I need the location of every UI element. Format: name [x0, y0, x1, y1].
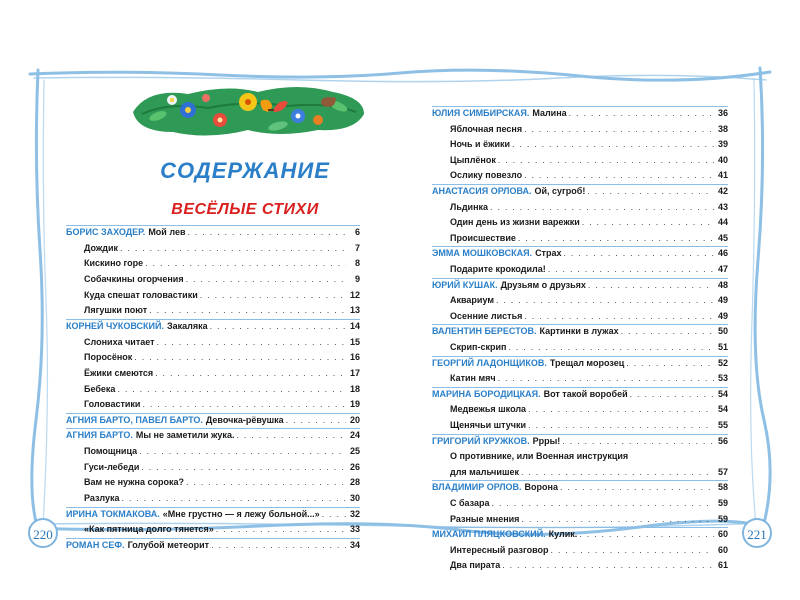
toc-title: Ой, сугроб!: [534, 186, 586, 196]
toc-leader-dots: [569, 108, 714, 118]
toc-leader-dots: [186, 477, 346, 487]
toc-entry: [450, 560, 728, 574]
toc-separator: [432, 434, 728, 435]
toc-author: МАРИНА БОРОДИЦКАЯ.: [432, 388, 541, 399]
toc-leader-dots: [187, 227, 346, 237]
toc-title: Вам не нужна сорока?: [84, 477, 184, 488]
toc-leader-dots: [142, 399, 346, 409]
toc-page-number: 58: [717, 482, 728, 493]
toc-entry: [84, 462, 360, 476]
toc-title: Друзьям о друзьях: [500, 279, 586, 290]
toc-page-number: 9: [354, 273, 360, 284]
toc-leader-dots: [186, 274, 346, 284]
toc-entry: [66, 227, 360, 241]
toc-author: БОРИС ЗАХОДЕР.: [66, 227, 146, 237]
toc-entry: [66, 415, 360, 429]
toc-page-number: 54: [717, 404, 728, 415]
toc-title: Ослику повезло: [450, 170, 523, 181]
toc-title: Мы не заметили жука.: [135, 430, 235, 441]
toc-entry: [432, 280, 728, 294]
toc-title: Аквариум: [450, 295, 494, 306]
toc-leader-dots: [508, 342, 714, 352]
toc-author: ГЕОРГИЙ ЛАДОНЩИКОВ.: [432, 357, 547, 368]
toc-page-number: 49: [717, 310, 728, 321]
toc-leader-dots: [216, 524, 346, 534]
toc-leader-dots: [587, 186, 714, 196]
toc-entry: [450, 467, 728, 481]
toc-separator: [432, 324, 728, 325]
toc-entry: [432, 389, 728, 403]
toc-entry: [84, 493, 360, 507]
toc-page-number: 38: [717, 123, 728, 134]
toc-title: Один день из жизни варежки: [450, 217, 580, 228]
toc-title: Медвежья школа: [450, 404, 527, 415]
toc-leader-dots: [528, 420, 714, 430]
toc-entry: [450, 451, 728, 465]
toc-page-number: 61: [717, 560, 728, 571]
toc-entry: [432, 108, 728, 122]
toc-page-number: 46: [717, 248, 728, 259]
toc-leader-dots: [548, 264, 714, 274]
toc-author: АГНИЯ БАРТО.: [66, 430, 133, 441]
toc-leader-dots: [528, 404, 714, 414]
toc-title: Ворона: [524, 482, 558, 493]
toc-author: ГРИГОРИЙ КРУЖКОВ.: [432, 435, 530, 446]
toc-leader-dots: [524, 170, 714, 180]
toc-title: Кулик.: [548, 529, 578, 540]
toc-page-number: 13: [349, 305, 360, 316]
toc-entry: [84, 258, 360, 272]
toc-page-number: 51: [717, 342, 728, 352]
toc-title: Льдинка: [450, 201, 489, 212]
toc-title: Цыплёнок: [450, 154, 496, 165]
toc-entry: [84, 352, 360, 366]
toc-entry: [84, 305, 360, 319]
toc-title: Закаляка: [166, 320, 208, 331]
toc-entry: [84, 368, 360, 382]
toc-separator: [432, 184, 728, 185]
toc-leader-dots: [157, 337, 346, 347]
toc-separator: [432, 387, 728, 388]
toc-entry: [450, 514, 728, 528]
toc-leader-dots: [141, 462, 346, 472]
toc-page-number: 30: [349, 493, 360, 504]
page-title: СОДЕРЖАНИЕ: [160, 158, 330, 183]
toc-title: Собачкины огорчения: [84, 273, 184, 284]
toc-title: «Мне грустно — я лежу больной...»: [162, 508, 320, 519]
toc-title: Голубой метеорит: [127, 540, 210, 550]
toc-entry: [450, 295, 728, 309]
toc-author: КОРНЕЙ ЧУКОВСКИЙ.: [66, 320, 164, 331]
toc-entry: [432, 529, 728, 543]
toc-entry: [450, 498, 728, 512]
toc-leader-dots: [134, 352, 346, 362]
toc-page-number: 60: [717, 529, 728, 540]
toc-entry: [84, 243, 360, 257]
toc-entry: [450, 311, 728, 325]
toc-page-number: 32: [349, 508, 360, 519]
toc-leader-dots: [524, 124, 714, 134]
toc-page-number: 59: [717, 498, 728, 508]
toc-separator: [432, 278, 728, 279]
toc-author: ЭММА МОШКОВСКАЯ.: [432, 248, 533, 259]
toc-leader-dots: [496, 295, 714, 305]
toc-title: Лягушки поют: [84, 305, 148, 316]
toc-leader-dots: [560, 482, 714, 492]
toc-page-number: 39: [717, 139, 728, 150]
toc-page-number: 19: [349, 399, 360, 410]
toc-leader-dots: [582, 217, 714, 227]
toc-leader-dots: [521, 467, 714, 477]
toc-separator: [66, 538, 360, 539]
toc-author: ЮЛИЯ СИМБИРСКАЯ.: [432, 108, 530, 118]
toc-leader-dots: [211, 540, 346, 550]
toc-title: Ночь и ёжики: [450, 139, 511, 150]
toc-author: ЮРИЙ КУШАК.: [432, 279, 498, 290]
toc-entry: [450, 139, 728, 153]
toc-leader-dots: [322, 509, 346, 519]
toc-page-number: 54: [717, 388, 728, 399]
floral-ornament-illustration: [128, 80, 368, 140]
toc-leader-dots: [626, 358, 714, 368]
toc-page-number: 25: [349, 446, 360, 457]
toc-page-number: 16: [349, 352, 360, 363]
toc-entry: [450, 155, 728, 169]
toc-title: Ррры!: [532, 435, 561, 446]
toc-page-number: 50: [717, 326, 728, 337]
toc-entry: [450, 404, 728, 418]
toc-entry: [450, 202, 728, 216]
toc-entry: [432, 358, 728, 372]
toc-title: Катин мяч: [450, 373, 496, 384]
toc-entry: [84, 524, 360, 538]
toc-entry: [432, 436, 728, 450]
toc-separator: [432, 106, 728, 107]
toc-leader-dots: [621, 326, 714, 336]
toc-author: МИХАИЛ ПЛЯЦКОВСКИЙ.: [432, 529, 546, 540]
toc-page-number: 33: [349, 524, 360, 535]
toc-page-number: 56: [717, 435, 728, 446]
toc-leader-dots: [117, 384, 346, 394]
toc-page-number: 24: [349, 430, 360, 441]
toc-leader-dots: [139, 446, 346, 456]
toc-page-number: 52: [717, 357, 728, 368]
toc-title: Разные мнения: [450, 513, 520, 524]
toc-title: Кискино горе: [84, 258, 144, 269]
toc-page-number: 8: [354, 258, 360, 269]
toc-title: Поросёнок: [84, 352, 133, 363]
toc-title: Бебека: [84, 383, 116, 394]
toc-entry: [66, 509, 360, 523]
toc-title: Два пирата: [450, 560, 501, 571]
toc-title: Страх: [535, 248, 562, 259]
toc-title: Щенячьи штучки: [450, 420, 527, 430]
section-title: ВЕСЁЛЫЕ СТИХИ: [171, 201, 319, 218]
toc-page-number: 17: [349, 367, 360, 378]
toc-title: Помощница: [84, 446, 138, 457]
toc-title: Малина: [532, 108, 567, 118]
toc-page-number: 60: [717, 544, 728, 555]
toc-leader-dots: [155, 368, 346, 378]
toc-leader-dots: [563, 248, 714, 258]
toc-leader-dots: [200, 290, 346, 300]
toc-entry: [450, 217, 728, 231]
toc-entry: [66, 540, 360, 554]
toc-entry: [432, 482, 728, 496]
toc-page-number: 12: [349, 289, 360, 300]
toc-entry: [84, 274, 360, 288]
toc-separator: [432, 356, 728, 357]
toc-title: Трещал морозец: [549, 357, 625, 368]
toc-page-number: 57: [717, 466, 728, 477]
toc-page-number: 45: [717, 232, 728, 243]
toc-title: Дождик: [84, 242, 119, 253]
toc-separator: [432, 480, 728, 481]
toc-page-number: 41: [717, 170, 728, 181]
toc-entry: [432, 248, 728, 262]
toc-leader-dots: [121, 493, 346, 503]
toc-leader-dots: [521, 514, 714, 524]
toc-entry: [66, 321, 360, 335]
toc-title: Картинки в лужах: [539, 326, 619, 337]
toc-entry: [66, 430, 360, 444]
toc-entry: [450, 342, 728, 356]
toc-entry: [450, 545, 728, 559]
toc-page-number: 28: [349, 477, 360, 488]
toc-title: Происшествие: [450, 232, 516, 243]
toc-page-number: 40: [717, 154, 728, 165]
toc-entry: [450, 124, 728, 138]
toc-entry: [84, 337, 360, 351]
toc-leader-dots: [490, 202, 714, 212]
toc-leader-dots: [498, 155, 714, 165]
toc-title: Разлука: [84, 493, 120, 504]
toc-entry: [450, 233, 728, 247]
toc-title: Скрип-скрип: [450, 342, 507, 352]
toc-separator: [66, 428, 360, 429]
toc-separator: [432, 246, 728, 247]
toc-page-number: 42: [717, 186, 728, 196]
toc-title: Ёжики смеются: [84, 367, 154, 378]
toc-title: Яблочная песня: [450, 123, 523, 134]
toc-leader-dots: [498, 373, 714, 383]
toc-page-number: 7: [354, 242, 360, 253]
toc-leader-dots: [210, 321, 346, 331]
toc-title: О противнике, или Военная инструкция: [450, 451, 629, 462]
toc-leader-dots: [492, 498, 714, 508]
toc-separator: [66, 413, 360, 414]
toc-title: «Как пятница долго тянется»: [84, 524, 214, 535]
toc-title: Осенние листья: [450, 310, 523, 321]
toc-leader-dots: [588, 280, 714, 290]
toc-entry: [84, 477, 360, 491]
right-page-number: 221: [742, 518, 772, 548]
toc-page-number: 15: [349, 336, 360, 347]
toc-entry: [84, 384, 360, 398]
toc-leader-dots: [120, 243, 346, 253]
toc-separator: [66, 319, 360, 320]
toc-leader-dots: [562, 436, 714, 446]
toc-title: Мой лев: [148, 227, 186, 237]
toc-title: Девочка-рёвушка: [205, 414, 284, 425]
toc-title: Слониха читает: [84, 336, 155, 347]
toc-page-number: 48: [717, 279, 728, 290]
toc-page-number: 47: [717, 264, 728, 274]
toc-separator: [66, 507, 360, 508]
toc-leader-dots: [512, 139, 714, 149]
toc-leader-dots: [502, 560, 714, 570]
toc-leader-dots: [518, 233, 714, 243]
toc-page-number: 49: [717, 295, 728, 306]
toc-page-number: 36: [717, 108, 728, 118]
toc-author: ВАЛЕНТИН БЕРЕСТОВ.: [432, 326, 537, 337]
toc-title: Вот такой воробей: [543, 388, 628, 399]
toc-author: АГНИЯ БАРТО, ПАВЕЛ БАРТО.: [66, 414, 203, 425]
toc-entry: [432, 326, 728, 340]
toc-author: ИРИНА ТОКМАКОВА.: [66, 508, 160, 519]
toc-page-number: 44: [717, 217, 728, 228]
toc-leader-dots: [579, 529, 714, 539]
toc-entry: [450, 264, 728, 278]
toc-entry: [450, 170, 728, 184]
left-page-number: 220: [28, 518, 58, 548]
toc-entry: [84, 290, 360, 304]
toc-leader-dots: [286, 415, 346, 425]
toc-separator: [66, 225, 360, 226]
toc-entry: [84, 446, 360, 460]
toc-title: Головастики: [84, 399, 141, 410]
toc-page-number: 20: [349, 414, 360, 425]
toc-leader-dots: [236, 430, 346, 440]
toc-page-number: 18: [349, 383, 360, 394]
toc-page-number: 59: [717, 513, 728, 524]
toc-leader-dots: [630, 389, 714, 399]
toc-leader-dots: [551, 545, 715, 555]
toc-title: для мальчишек: [450, 466, 519, 477]
toc-title: Куда спешат головастики: [84, 289, 198, 300]
toc-entry: [450, 420, 728, 434]
toc-page-number: 6: [354, 227, 360, 237]
toc-title: Гуси-лебеди: [84, 461, 140, 472]
toc-page-number: 43: [717, 201, 728, 212]
toc-leader-dots: [149, 305, 346, 315]
toc-author: ВЛАДИМИР ОРЛОВ.: [432, 482, 522, 493]
toc-entry: [432, 186, 728, 200]
toc-page-number: 34: [349, 540, 360, 550]
toc-title: Подарите крокодила!: [450, 264, 546, 274]
toc-page-number: 14: [349, 320, 360, 331]
toc-title: Интересный разговор: [450, 544, 549, 555]
toc-entry: [84, 399, 360, 413]
toc-author: АНАСТАСИЯ ОРЛОВА.: [432, 186, 532, 196]
toc-entry: [450, 373, 728, 387]
toc-leader-dots: [524, 311, 714, 321]
toc-page-number: 53: [717, 373, 728, 384]
toc-title: С базара: [450, 498, 490, 508]
toc-page-number: 55: [717, 420, 728, 430]
toc-page-number: 26: [349, 461, 360, 472]
toc-leader-dots: [145, 258, 346, 268]
toc-author: РОМАН СЕФ.: [66, 540, 125, 550]
